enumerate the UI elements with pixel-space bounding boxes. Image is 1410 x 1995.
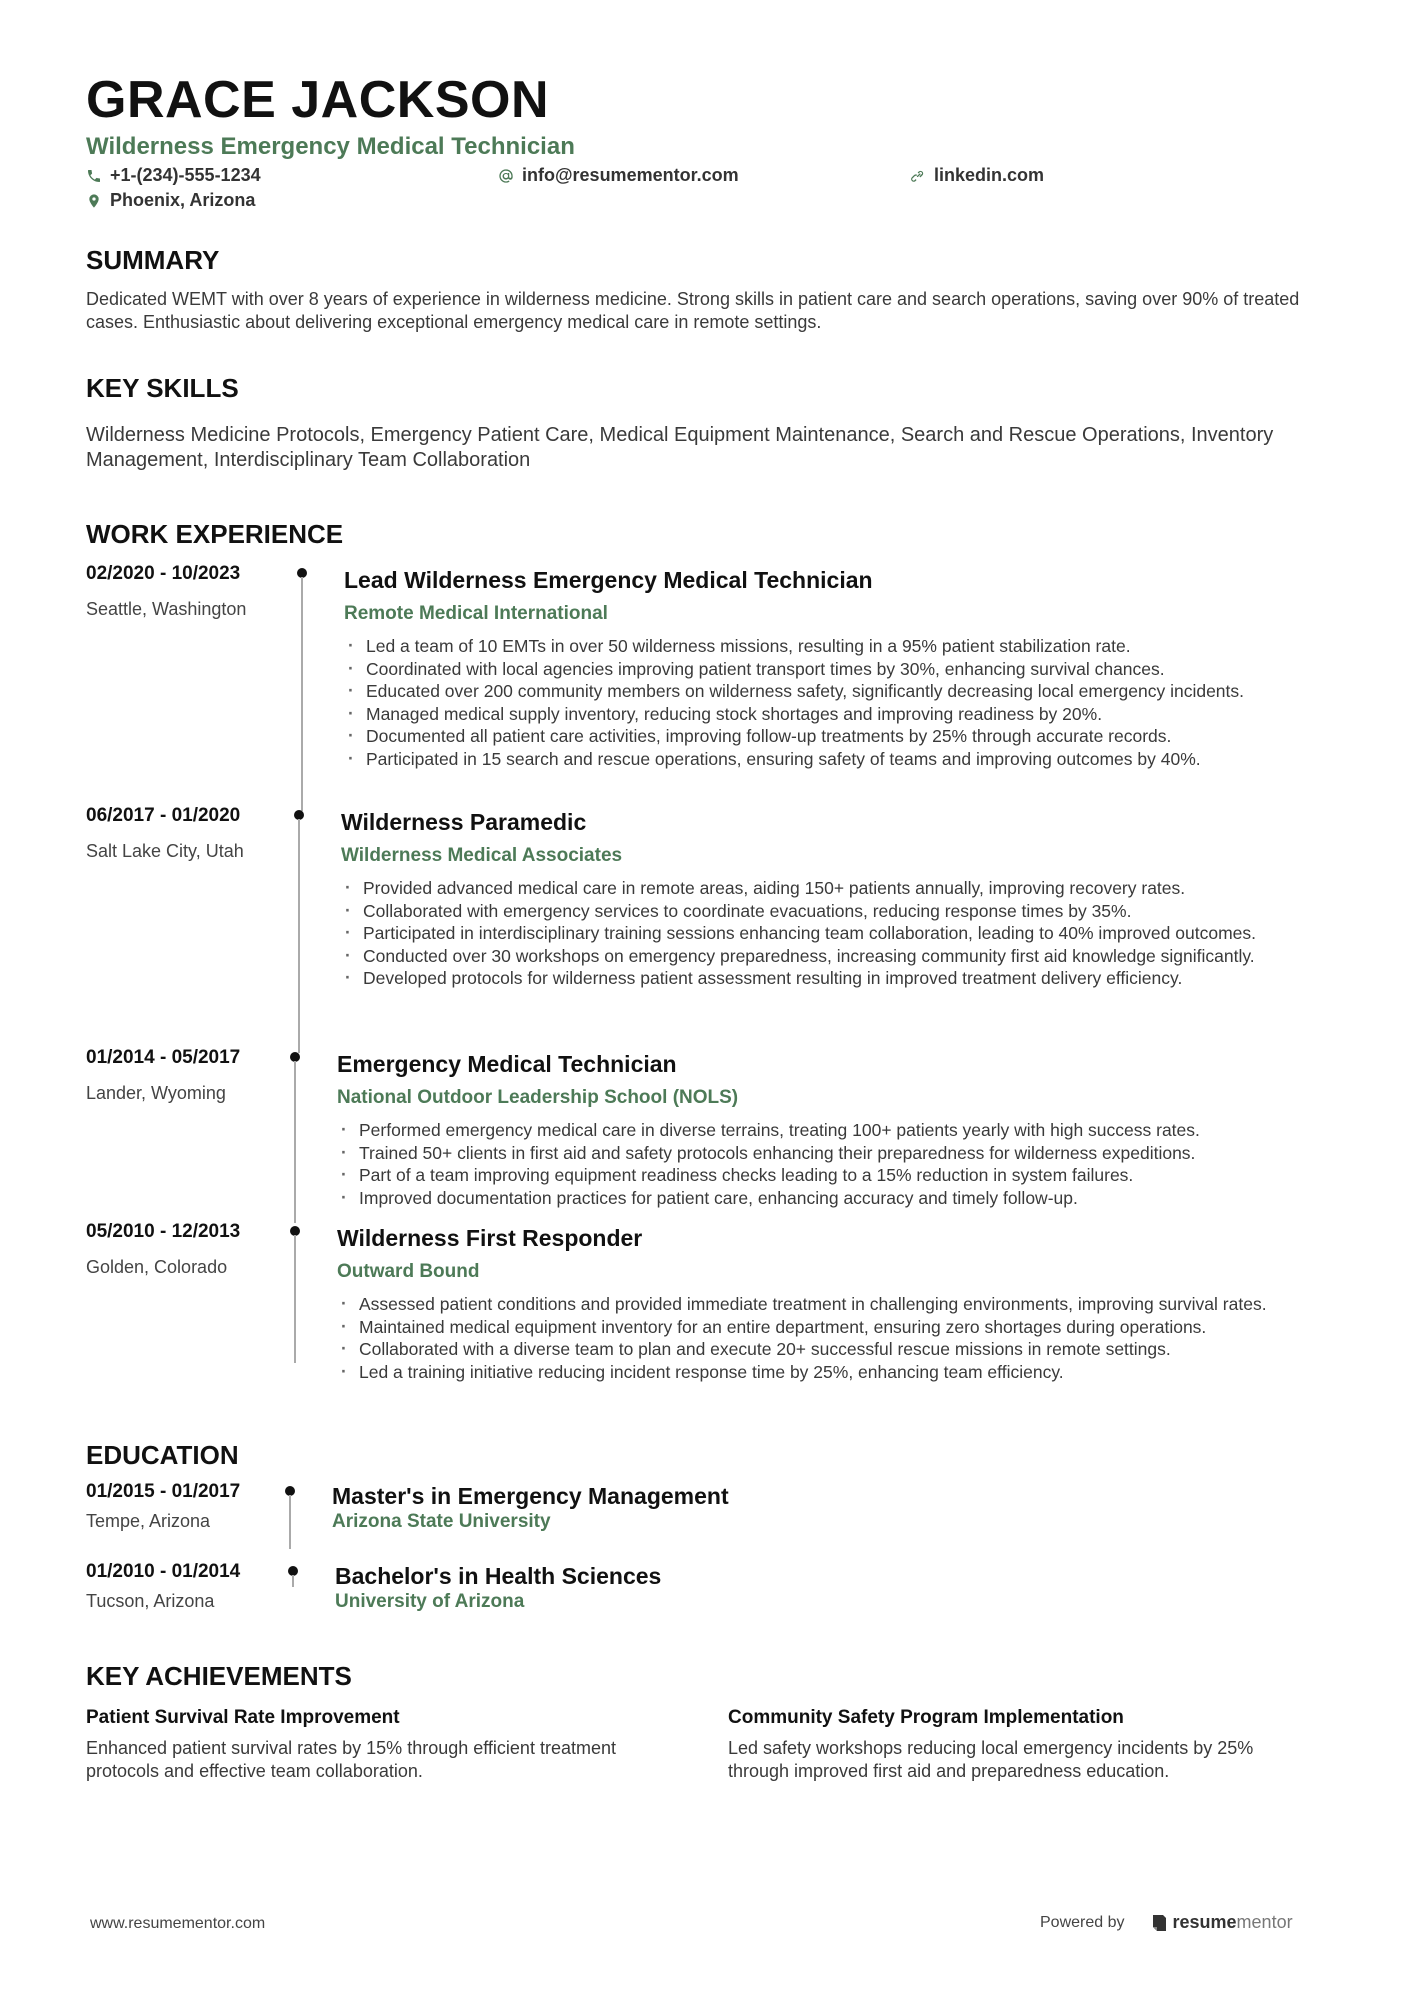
contact-email[interactable]: [498, 165, 739, 186]
job-bullet: · Maintained medical equipment inventory for an entire department, ensuring zero shortages during operations.: [337, 1316, 1322, 1339]
brand-logo[interactable]: [1151, 1912, 1293, 1933]
job-bullet: · Developed protocols for wilderness patient assessment resulting in improved treatment delivery efficiency.: [341, 967, 1321, 990]
contact-phone: [86, 165, 261, 186]
job-bullets: [344, 635, 1324, 770]
edu-degree: Master's in Emergency Management: [332, 1483, 729, 1509]
phone-text: +1-(234)-555-1234: [110, 165, 261, 185]
job-dates: 01/2014 - 05/2017: [86, 1047, 241, 1068]
job-bullet: · Led a team of 10 EMTs in over 50 wilderness missions, resulting in a 95% patient stabilization rate.: [344, 635, 1324, 658]
email-text: info@resumementor.com: [522, 165, 739, 185]
job-bullet: · Improved documentation practices for patient care, enhancing accuracy and timely follow-up.: [337, 1187, 1322, 1210]
job-title: Lead Wilderness Emergency Medical Technician: [344, 567, 873, 593]
brand-bold: resume: [1172, 1912, 1237, 1932]
achievement-item: [86, 1707, 666, 1783]
job-location: Lander, Wyoming: [86, 1083, 226, 1103]
edu-school: Arizona State University: [332, 1511, 551, 1532]
job-company: Wilderness Medical Associates: [341, 845, 623, 866]
job-location: Seattle, Washington: [86, 599, 247, 619]
skills-text: Wilderness Medicine Protocols, Emergency Patient Care, Medical Equipment Maintenance, Search and Rescue Operations, Inventory Management, Interdisciplinary Team Collaboration: [86, 424, 1274, 471]
job-dates: 02/2020 - 10/2023: [86, 563, 241, 584]
achievement-item: [728, 1707, 1308, 1783]
job-title: Wilderness Paramedic: [341, 809, 587, 835]
job-bullet: · Assessed patient conditions and provided immediate treatment in challenging environments, improving survival rates.: [337, 1293, 1322, 1316]
job-bullet: · Led a training initiative reducing incident response time by 25%, enhancing team efficiency.: [337, 1361, 1322, 1384]
job-company: Remote Medical International: [344, 603, 608, 624]
achievement-heading: Patient Survival Rate Improvement: [86, 1707, 400, 1728]
timeline-line: [301, 577, 303, 811]
job-bullets: [337, 1293, 1322, 1383]
job-location: Salt Lake City, Utah: [86, 841, 244, 861]
edu-content: [332, 1481, 1232, 1533]
candidate-name: GRACE JACKSON: [86, 71, 549, 129]
at-sign-icon: [498, 168, 514, 184]
edu-school: University of Arizona: [335, 1591, 525, 1612]
job-content: [337, 1221, 1322, 1383]
powered-by-label: Powered by: [1040, 1913, 1125, 1931]
job-content: [344, 563, 1324, 770]
link-icon: [910, 168, 926, 184]
job-dates: 06/2017 - 01/2020: [86, 805, 241, 826]
job-bullet: · Collaborated with emergency services to coordinate evacuations, reducing response times by 35%.: [341, 900, 1321, 923]
job-bullet: · Provided advanced medical care in remote areas, aiding 150+ patients annually, improving recovery rates.: [341, 877, 1321, 900]
footer-brand: [1040, 1912, 1293, 1933]
edu-content: [335, 1561, 1235, 1613]
experience-heading: WORK EXPERIENCE: [86, 519, 344, 549]
job-title: Emergency Medical Technician: [337, 1051, 677, 1077]
job-bullets: [337, 1119, 1322, 1209]
job-bullet: · Participated in interdisciplinary training sessions enhancing team collaboration, leading to 40% improved outcomes.: [341, 922, 1321, 945]
edu-dates: 01/2015 - 01/2017: [86, 1481, 241, 1502]
edu-location: Tempe, Arizona: [86, 1511, 211, 1531]
phone-icon: [86, 168, 102, 184]
contact-linkedin[interactable]: [910, 165, 1044, 186]
timeline-line: [294, 1061, 296, 1223]
job-bullet: · Documented all patient care activities, improving follow-up treatments by 25% through accurate records.: [344, 725, 1324, 748]
timeline-line: [294, 1235, 296, 1363]
job-bullet: · Trained 50+ clients in first aid and safety protocols enhancing their preparedness for wilderness expeditions.: [337, 1142, 1322, 1165]
location-text: Phoenix, Arizona: [110, 190, 256, 210]
job-company: Outward Bound: [337, 1261, 480, 1282]
timeline-line: [289, 1495, 291, 1549]
edu-location: Tucson, Arizona: [86, 1591, 215, 1611]
job-location: Golden, Colorado: [86, 1257, 228, 1277]
location-pin-icon: [86, 193, 102, 209]
job-bullet: · Conducted over 30 workshops on emergency preparedness, increasing community first aid knowledge significantly.: [341, 945, 1321, 968]
job-dates: 05/2010 - 12/2013: [86, 1221, 241, 1242]
edu-dates: 01/2010 - 01/2014: [86, 1561, 241, 1582]
job-company: National Outdoor Leadership School (NOLS): [337, 1087, 739, 1108]
timeline-line: [292, 1575, 294, 1587]
job-bullet: · Collaborated with a diverse team to plan and execute 20+ successful rescue missions in remote settings.: [337, 1338, 1322, 1361]
brand-light: mentor: [1236, 1912, 1293, 1932]
contact-location: [86, 190, 255, 211]
job-bullet: · Performed emergency medical care in diverse terrains, treating 100+ patients yearly with high success rates.: [337, 1119, 1322, 1142]
achievements-heading: KEY ACHIEVEMENTS: [86, 1661, 352, 1691]
summary-text: Dedicated WEMT with over 8 years of experience in wilderness medicine. Strong skills in patient care and search operations, saving over 90% of treated cases. Enthusiastic about delivering exceptional emergency medical care in remote settings.: [86, 289, 1300, 332]
job-content: [337, 1047, 1322, 1209]
job-bullet: · Managed medical supply inventory, reducing stock shortages and improving readiness by 20%.: [344, 703, 1324, 726]
timeline-line: [298, 819, 300, 1053]
job-bullet: · Part of a team improving equipment readiness checks leading to a 15% reduction in system failures.: [337, 1164, 1322, 1187]
job-title: Wilderness First Responder: [337, 1225, 643, 1251]
candidate-role: Wilderness Emergency Medical Technician: [86, 133, 575, 160]
skills-heading: KEY SKILLS: [86, 373, 239, 403]
footer-website[interactable]: www.resumementor.com: [90, 1915, 266, 1932]
edu-degree: Bachelor's in Health Sciences: [335, 1563, 662, 1589]
summary-heading: SUMMARY: [86, 245, 220, 275]
education-heading: EDUCATION: [86, 1440, 239, 1470]
job-bullet: · Coordinated with local agencies improving patient transport times by 30%, enhancing survival chances.: [344, 658, 1324, 681]
job-bullet: · Educated over 200 community members on wilderness safety, significantly decreasing local emergency incidents.: [344, 680, 1324, 703]
linkedin-text: linkedin.com: [934, 165, 1045, 185]
job-bullets: [341, 877, 1321, 990]
achievement-heading: Community Safety Program Implementation: [728, 1707, 1124, 1728]
job-bullet: · Participated in 15 search and rescue operations, ensuring safety of teams and improving outcomes by 40%.: [344, 748, 1324, 771]
achievement-text: Led safety workshops reducing local emergency incidents by 25% through improved first aid and preparedness education.: [728, 1738, 1254, 1781]
brand-mark-icon: [1151, 1914, 1167, 1932]
job-content: [341, 805, 1321, 990]
achievement-text: Enhanced patient survival rates by 15% through efficient treatment protocols and effective team collaboration.: [86, 1738, 616, 1781]
